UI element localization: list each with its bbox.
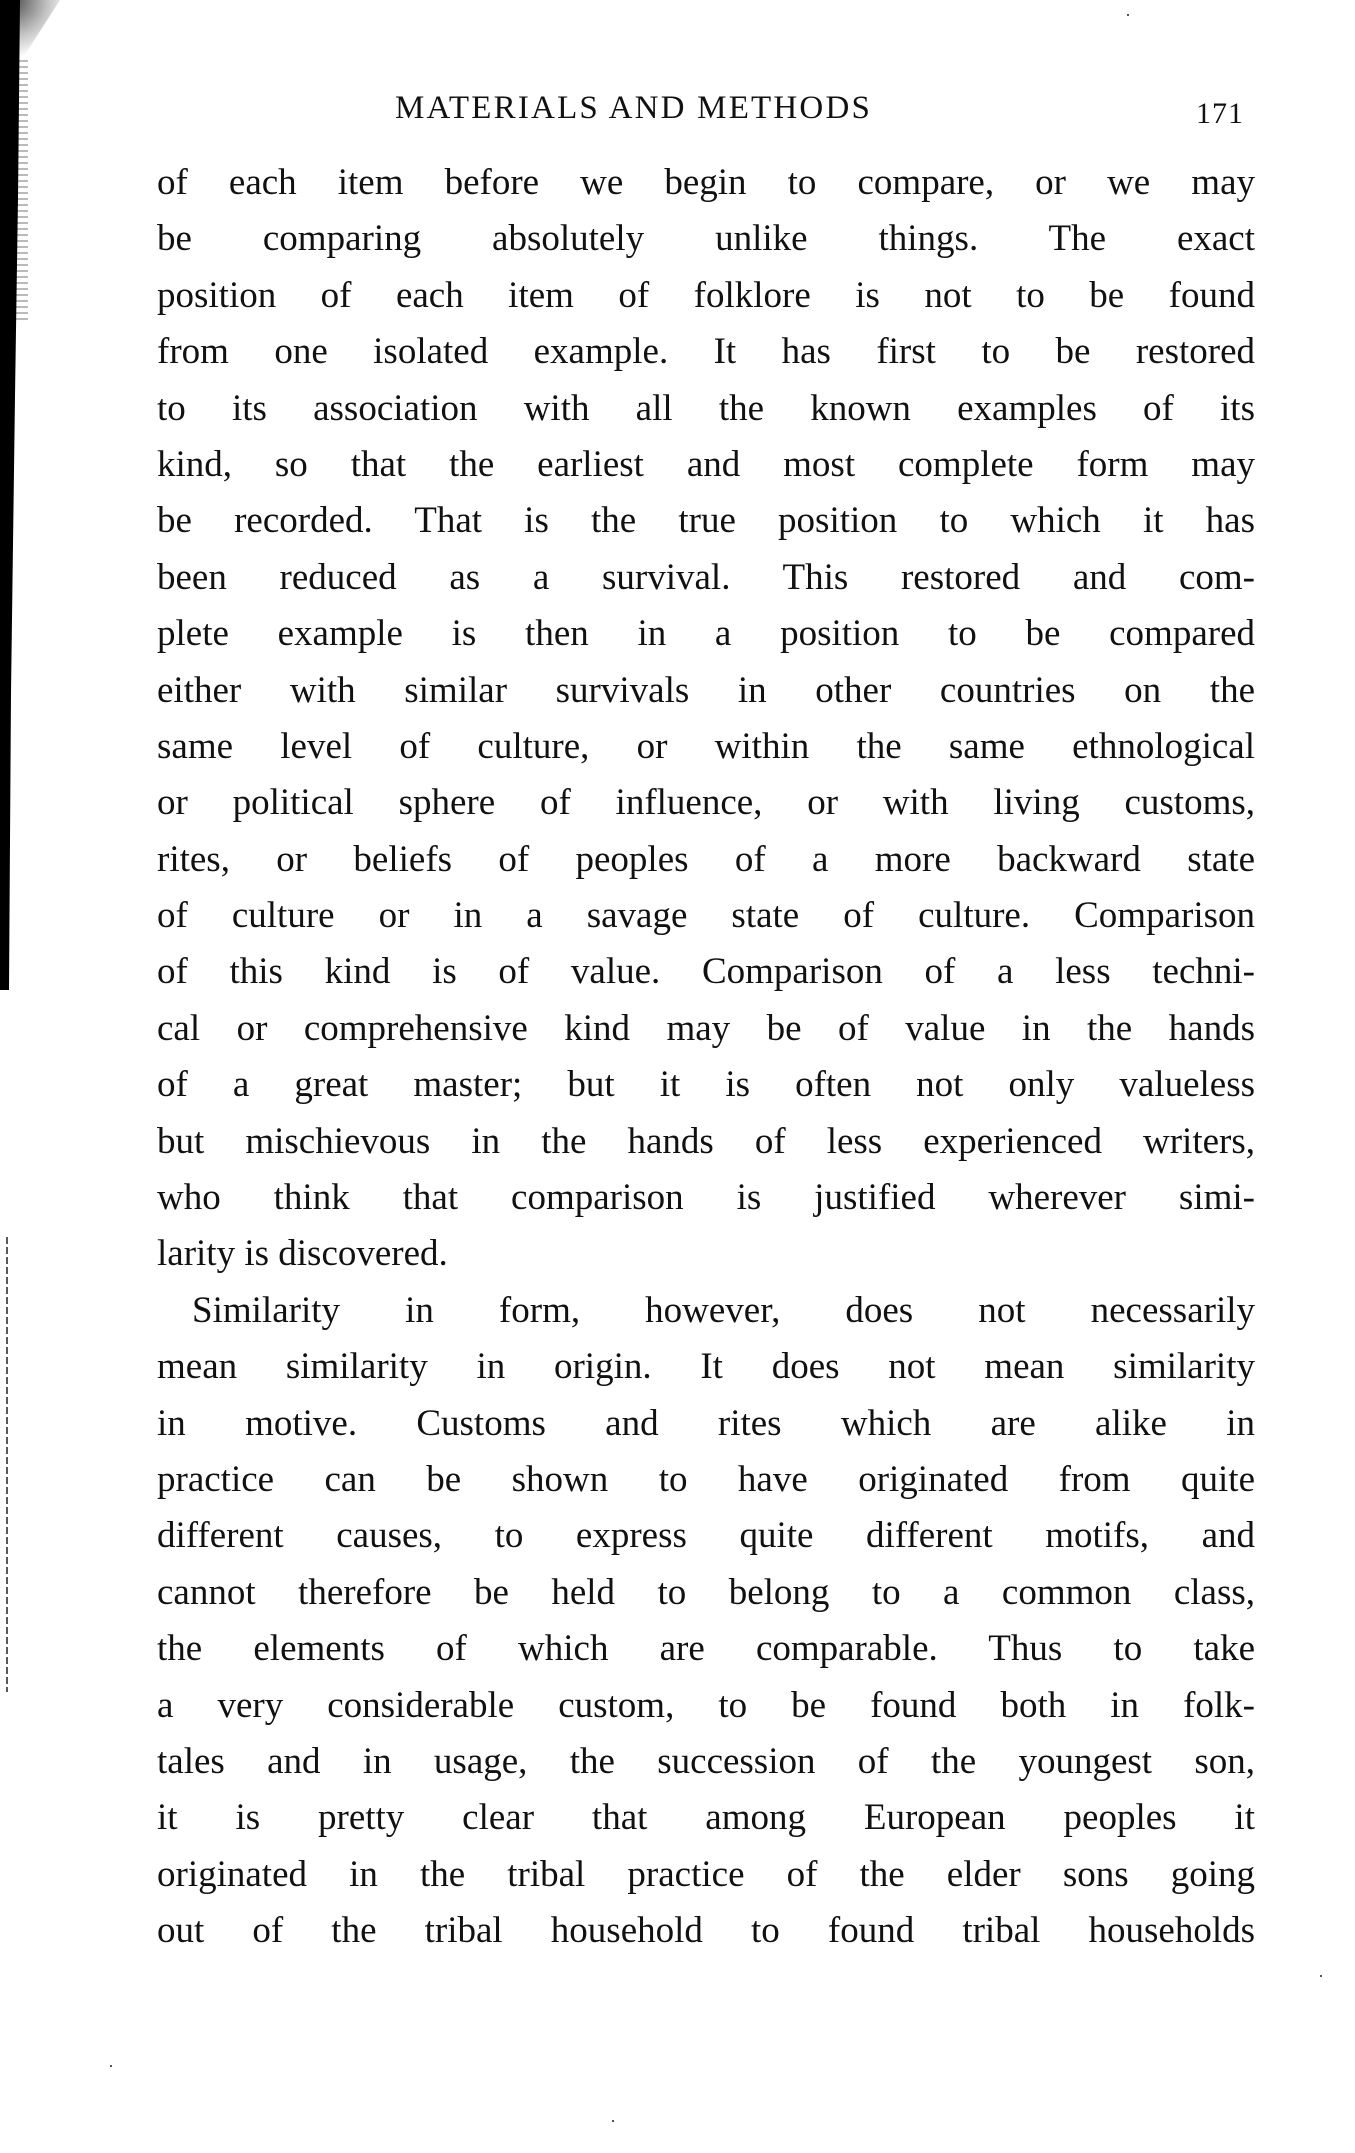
text-line: but mischievous in the hands of less experienced writers, [157, 1120, 1255, 1162]
page-number: 171 [1196, 97, 1244, 130]
text-line: of each item before we begin to compare, or we may [157, 162, 1255, 203]
text-line: in motive. Customs and rites which are alike in [157, 1402, 1255, 1444]
text-line: originated in the tribal practice of the elder sons going [157, 1853, 1255, 1895]
text-line: of a great master; but it is often not only valueless [157, 1064, 1255, 1106]
page-edge-line [6, 1237, 8, 1692]
text-line: larity is discovered. [157, 1233, 448, 1275]
text-line: tales and in usage, the succession of the youngest son, [157, 1740, 1255, 1782]
text-line: be recorded. That is the true position to which it has [157, 500, 1255, 542]
text-line: been reduced as a survival. This restored and com- [157, 556, 1255, 598]
scan-speck [1127, 14, 1129, 16]
text-line: kind, so that the earliest and most complete form may [157, 443, 1255, 485]
text-line: to its association with all the known examples of its [157, 387, 1255, 429]
text-line: mean similarity in origin. It does not mean similarity [157, 1346, 1255, 1388]
text-line: from one isolated example. It has first to be restored [157, 331, 1255, 373]
text-line: different causes, to express quite different motifs, and [157, 1515, 1255, 1557]
text-line: cannot therefore be held to belong to a common class, [157, 1571, 1255, 1613]
page-binding-noise [12, 60, 28, 320]
text-line: or political sphere of influence, or with living customs, [157, 782, 1255, 824]
text-line: of this kind is of value. Comparison of a less techni- [157, 951, 1255, 993]
text-line: out of the tribal household to found tribal households [157, 1910, 1255, 1952]
text-line: plete example is then in a position to be compared [157, 613, 1255, 655]
text-line: cal or comprehensive kind may be of value in the hands [157, 1007, 1255, 1049]
text-line: practice can be shown to have originated from quite [157, 1458, 1255, 1500]
text-line: same level of culture, or within the same ethnological [157, 725, 1255, 767]
paragraph [157, 155, 1255, 1283]
page-binding-fray [12, 0, 60, 60]
text-line: Similarity in form, however, does not necessarily [192, 1289, 1255, 1331]
text-line: either with similar survivals in other countries on the [157, 669, 1255, 711]
text-line: be comparing absolutely unlike things. The exact [157, 218, 1255, 260]
text-line: who think that comparison is justified wherever simi- [157, 1177, 1255, 1219]
text-line: of culture or in a savage state of culture. Comparison [157, 895, 1255, 937]
body-text [157, 155, 1255, 1960]
text-line: the elements of which are comparable. Thus to take [157, 1628, 1255, 1670]
scan-speck [110, 2065, 112, 2067]
text-line: a very considerable custom, to be found both in folk- [157, 1684, 1255, 1726]
scan-speck [1320, 1975, 1322, 1977]
text-line: it is pretty clear that among European peoples it [157, 1797, 1255, 1839]
paragraph [157, 1283, 1255, 1960]
scan-speck [612, 2120, 614, 2122]
text-line: position of each item of folklore is not to be found [157, 274, 1255, 316]
running-head-title: MATERIALS AND METHODS [395, 90, 873, 126]
text-line: rites, or beliefs of peoples of a more backward state [157, 838, 1255, 880]
